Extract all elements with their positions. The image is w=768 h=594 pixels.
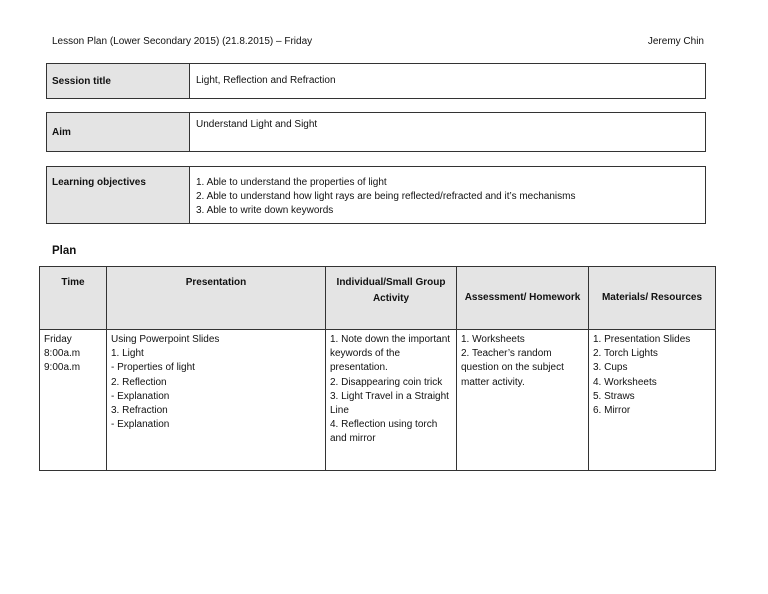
column-header-time: Time xyxy=(40,267,107,330)
learning-objectives-label: Learning objectives xyxy=(47,167,190,223)
plan-heading: Plan xyxy=(52,245,77,257)
session-title-label: Session title xyxy=(47,64,190,98)
table-row xyxy=(40,330,716,471)
cell-time xyxy=(40,330,107,471)
learning-objectives-box xyxy=(46,166,706,224)
column-header-presentation: Presentation xyxy=(107,267,326,330)
materials-line: 2. Torch Lights xyxy=(593,348,658,360)
cell-presentation xyxy=(107,330,326,471)
time-line: 9:00a.m xyxy=(44,362,81,374)
presentation-line: 3. Refraction xyxy=(111,405,168,417)
plan-header-row xyxy=(40,267,716,330)
materials-line: 3. Cups xyxy=(593,362,628,374)
document-title: Lesson Plan (Lower Secondary 2015) (21.8.2015) – Friday xyxy=(52,36,313,47)
presentation-line: Using Powerpoint Slides xyxy=(111,334,220,345)
plan-table xyxy=(39,266,716,471)
aim-box xyxy=(46,112,706,152)
column-header-assessment: Assessment/ Homework xyxy=(457,267,589,330)
aim-value: Understand Light and Sight xyxy=(196,119,318,130)
cell-materials xyxy=(589,330,716,471)
time-line: 8:00a.m xyxy=(44,348,81,360)
cell-activity xyxy=(326,330,457,471)
aim-label: Aim xyxy=(47,113,190,151)
session-title-box xyxy=(46,63,706,99)
learning-objectives-list xyxy=(190,167,705,223)
materials-line: 1. Presentation Slides xyxy=(593,334,691,345)
column-header-activity: Individual/Small Group Activity xyxy=(326,267,457,330)
session-title-value: Light, Reflection and Refraction xyxy=(196,75,336,86)
materials-line: 4. Worksheets xyxy=(593,376,657,388)
presentation-line: 1. Light xyxy=(111,348,144,360)
materials-line: 5. Straws xyxy=(593,390,635,402)
column-header-materials: Materials/ Resources xyxy=(589,267,716,330)
presentation-line: - Explanation xyxy=(111,419,170,431)
cell-assessment xyxy=(457,330,589,471)
time-line: Friday xyxy=(44,334,72,345)
presentation-line: - Explanation xyxy=(111,390,170,402)
presentation-line: 2. Reflection xyxy=(111,376,167,388)
presentation-line: - Properties of light xyxy=(111,362,195,374)
objective-item: 1. Able to understand the properties of light xyxy=(196,177,387,188)
assessment-text: 1. Worksheets 2. Teacher’s random question on the subject matter activity. xyxy=(461,334,564,388)
objective-item: 3. Able to write down keywords xyxy=(196,205,334,216)
author-name: Jeremy Chin xyxy=(647,36,704,47)
activity-text: 1. Note down the important keywords of the presentation. 2. Disappearing coin trick 3. Light Travel in a Straight Line 4. Reflection using torch and mirror xyxy=(330,334,451,445)
objective-item: 2. Able to understand how light rays are being reflected/refracted and it’s mechanisms xyxy=(196,191,576,202)
materials-line: 6. Mirror xyxy=(593,405,631,417)
